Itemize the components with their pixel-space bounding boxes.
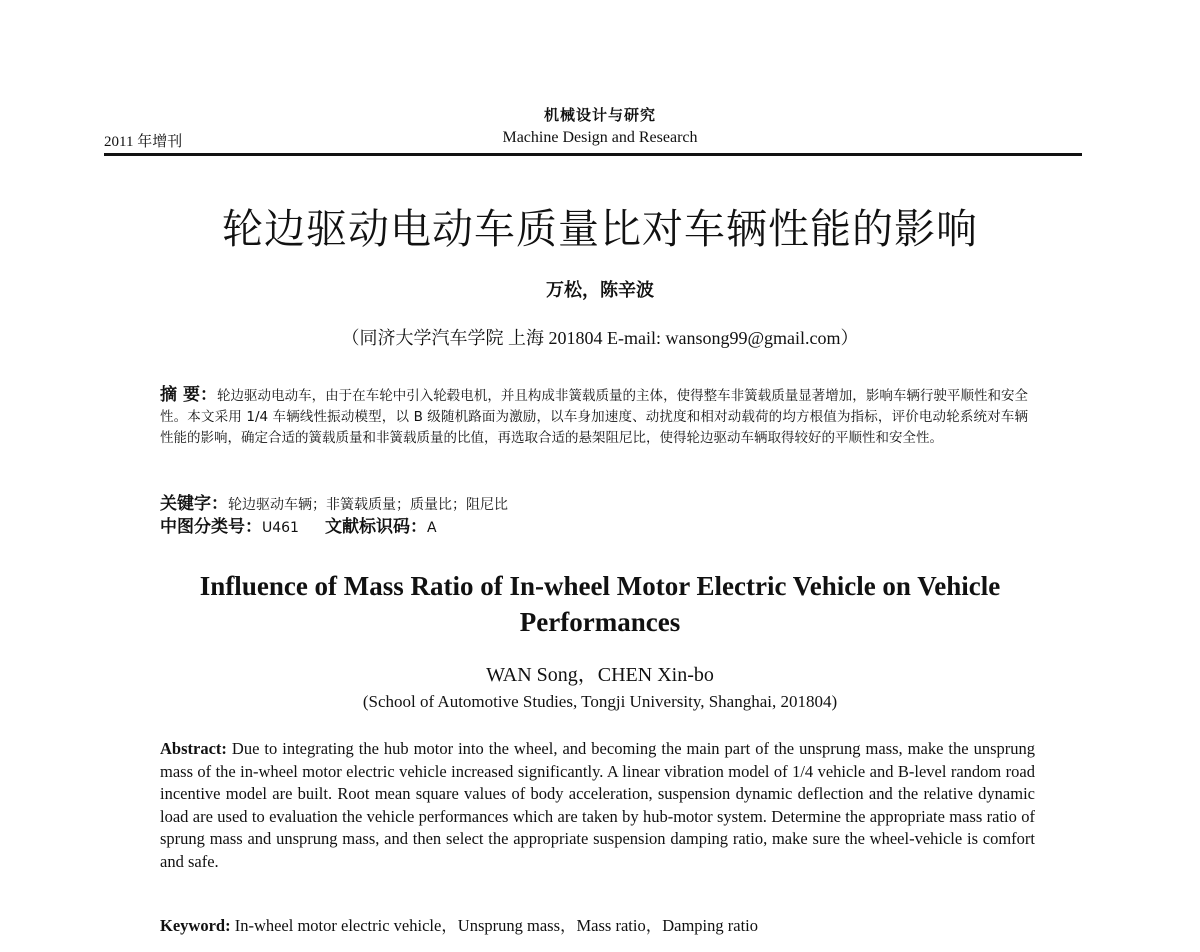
abstract-cn-label: 摘 要： <box>160 385 217 405</box>
abstract-cn <box>160 385 1028 449</box>
authors-cn: 万松，陈辛波 <box>546 280 654 301</box>
affiliation-en: (School of Automotive Studies, Tongji University, Shanghai, 201804) <box>362 692 838 711</box>
abstract-en <box>160 738 1035 873</box>
keywords-cn <box>160 489 1028 514</box>
clc-value: U461 <box>262 520 299 536</box>
journal-title-en: Machine Design and Research <box>502 129 698 146</box>
issue-label: 2011 年增刊 <box>104 134 183 150</box>
header-rule <box>104 153 1082 156</box>
keywords-cn-label: 关键字： <box>160 494 228 514</box>
keywords-en-text: In-wheel motor electric vehicle，Unsprung mass，Mass ratio，Damping ratio <box>234 916 758 935</box>
abstract-cn-text: 轮边驱动电动车，由于在车轮中引入轮毂电机，并且构成非簧载质量的主体，使得整车非簧载质量显著增加，影响车辆行驶平顺性和安全性。本文采用 1/4 车辆线性振动模型，以 B 级随机路面为激励，以车身加速度、动扰度和相对动载荷的均方根值为指标，评价电动轮系统对车辆性能的影响，确定合适的簧载质量和非簧载质量的比值，再选取合适的悬架阻尼比，使得轮边驱动车辆取得较好的平顺性和安全性。 <box>160 388 1029 446</box>
keywords-en-label: Keyword: <box>160 916 231 935</box>
journal-title-cn: 机械设计与研究 <box>543 106 656 124</box>
keywords-cn-text: 轮边驱动车辆；非簧载质量；质量比；阻尼比 <box>228 497 508 513</box>
authors-en: WAN Song，CHEN Xin-bo <box>486 664 714 686</box>
clc-label: 中图分类号： <box>160 517 262 537</box>
abstract-en-text: Due to integrating the hub motor into the wheel, and becoming the main part of the unsprung mass, make the unsprung mass of the in-wheel motor electric vehicle increased significantly. A linear vibration model of 1/4 vehicle and B-level random road incentive model are built. Root mean square values of body acceleration, suspension dynamic deflection and the relative dynamic load are used to evaluation the vehicle performances which are taken by hub-motor system. Determine the appropriate mass ratio of sprung mass and unsprung mass, and then select the appropriate suspension damping ratio, make sure the wheel-vehicle is comfort and safe. <box>160 739 1035 871</box>
classification-cn <box>160 512 1028 537</box>
abstract-en-label: Abstract: <box>160 739 227 758</box>
keywords-en <box>160 912 1035 936</box>
doc-code-label: 文献标识码： <box>324 517 427 537</box>
affiliation-cn: （同济大学汽车学院 上海 201804 E-mail: wansong99@gmail.com） <box>341 328 859 348</box>
paper-title-en: Influence of Mass Ratio of In-wheel Motor Electric Vehicle on Vehicle Performances <box>199 571 1001 637</box>
paper-title-cn: 轮边驱动电动车质量比对车辆性能的影响 <box>222 205 978 253</box>
doc-code-value: A <box>426 520 437 536</box>
